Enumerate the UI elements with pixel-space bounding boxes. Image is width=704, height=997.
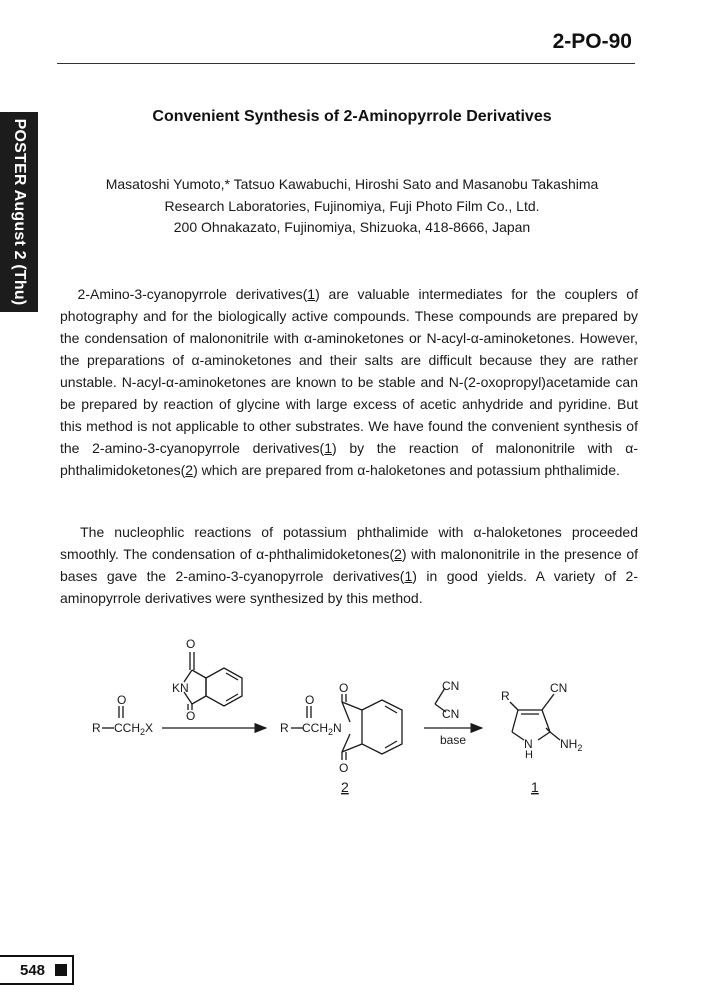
mid-r-group: R	[280, 721, 289, 735]
start-carbonyl-o: O	[117, 693, 127, 707]
address: 200 Ohnakazato, Fujinomiya, Shizuoka, 418-8666, Japan	[173, 219, 531, 235]
product-ring-n: N	[524, 737, 533, 751]
abstract-paragraph-1: 2-Amino-3-cyanopyrrole derivatives(1) are valuable intermediates for the couplers of photography and for the biologically active compounds. These compounds are prepared by the condensation of malononitrile with α-aminoketones or N-acyl-α-aminoketones. However, the preparations of α-aminoketones and their salts are difficult because they are rather unstable. N-acyl-α-aminoketones are known to be stable and N-(2-oxopropyl)acetamide can be prepared by reaction of glycine with large excess of acetic anhydride and pyridine. But this method is not applicable to other substrates. We have found the convenient synthesis of the 2-amino-3-cyanopyrrole derivatives(1) by the reaction of malononitrile with α-phthalimidoketones(2) which are prepared from α-haloketones and potassium phthalimide.	[60, 286, 639, 478]
mid-carbonyl-o: O	[305, 693, 315, 707]
page-number-box	[0, 955, 74, 985]
reagent-carbonyl-o-bottom: O	[186, 709, 196, 723]
product-ring-h: H	[525, 749, 533, 761]
affiliation: Research Laboratories, Fujinomiya, Fuji Photo Film Co., Ltd.	[164, 197, 540, 214]
condition-base: base	[440, 733, 467, 747]
malononitrile-cn-bottom: CN	[442, 707, 460, 721]
product-amino: $NH_2$	[560, 737, 583, 753]
mid-formula: $CCH_2N$	[302, 721, 342, 737]
start-formula: $CCH_2X$	[114, 721, 154, 737]
mid-imide-o-top: O	[339, 681, 349, 695]
author-list: Masatoshi Yumoto,* Tatsuo Kawabuchi, Hiroshi Sato and Masanobu Takashima	[105, 176, 599, 192]
potassium-phthalimide-structure	[184, 652, 242, 710]
reagent-carbonyl-o-top: O	[186, 637, 196, 651]
page-number: 548	[20, 962, 46, 979]
aminopyrrole-structure	[510, 694, 560, 740]
mid-imide-o-bottom: O	[339, 761, 349, 775]
start-r-group: R	[92, 721, 101, 735]
product-cn: CN	[550, 681, 568, 695]
paper-title: Convenient Synthesis of 2-Aminopyrrole Derivatives	[152, 108, 552, 125]
paper-id: 2-PO-90	[552, 30, 632, 53]
author-block	[0, 174, 704, 239]
reagent-kn-label: KN	[172, 681, 189, 695]
abstract-paragraph-2: The nucleophlic reactions of potassium phthalimide with α-haloketones proceeded smoothly. The condensation of α-phthalimidoketones(2) with malononitrile in the presence of bases gave the 2-amino-3-cyanopyrrole derivatives(1) in good yields. A variety of 2-aminopyrrole derivatives were synthesized by this method.	[60, 524, 638, 606]
product-r-group: R	[501, 689, 510, 703]
reaction-scheme	[80, 630, 620, 805]
malononitrile-cn-top: CN	[442, 679, 460, 693]
page-marker-square	[55, 964, 67, 976]
compound-label-1: 1	[531, 779, 539, 795]
header-rule	[57, 63, 635, 64]
section-tab-label: POSTER August 2 (Thu)	[11, 118, 28, 306]
compound-label-2: 2	[341, 779, 349, 795]
